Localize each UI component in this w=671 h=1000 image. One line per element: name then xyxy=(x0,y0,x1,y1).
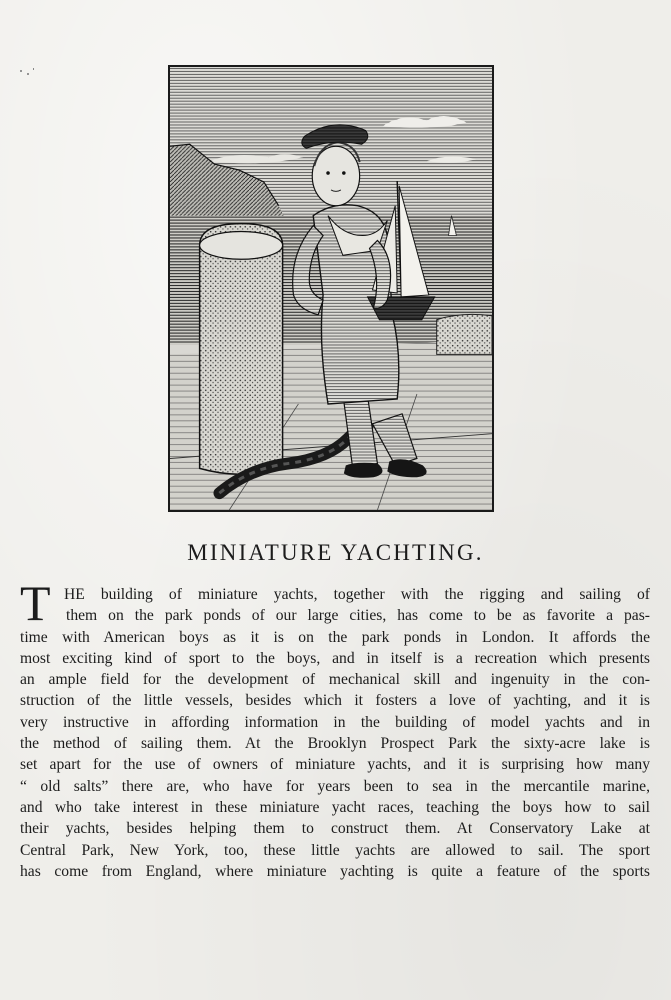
paragraph-line: and who take interest in these miniature yacht races, teaching the boys how to sail xyxy=(20,798,650,816)
paragraph-line: set apart for the use of owners of miniature yachts, and it is surprising how many xyxy=(20,756,650,774)
article-title: MINIATURE YACHTING. xyxy=(187,540,484,565)
paragraph-line: their yachts, besides helping them to construct them. At Conservatory Lake at xyxy=(20,820,650,838)
paragraph-line: them on the park ponds of our large cities, has come to be as favorite a pas- xyxy=(66,607,650,625)
paragraph-line: has come from England, where miniature yachting is quite a feature of the sports xyxy=(20,862,650,880)
drop-cap-letter: T xyxy=(20,575,51,631)
engraving-boy-with-toy-yacht xyxy=(168,65,494,512)
paragraph-line: most exciting kind of sport to the boys, and in itself is a recreation which presents xyxy=(20,649,650,667)
paragraph-line: struction of the little vessels, besides which it fosters a love of yachting, and it is xyxy=(20,692,650,710)
article-paragraph xyxy=(20,584,650,882)
paper-speck xyxy=(33,68,34,70)
paragraph-line: the method of sailing them. At the Brooklyn Prospect Park the sixty-acre lake is xyxy=(20,735,650,753)
paragraph-line: very instructive in affording information in the building of model yachts and in xyxy=(20,713,650,731)
paragraph-line: Central Park, New York, too, these little yachts are allowed to sail. The sport xyxy=(20,841,650,859)
paragraph-line: HE building of miniature yachts, together with the rigging and sailing of xyxy=(64,586,650,603)
paragraph-line: time with American boys as it is on the park ponds in London. It affords the xyxy=(20,628,650,646)
paragraph-line: “ old salts” there are, who have for years been to sea in the mercantile marine, xyxy=(20,777,650,795)
paper-speck xyxy=(27,73,29,75)
paper-speck xyxy=(20,70,22,72)
paragraph-line: an ample field for the development of mechanical skill and ingenuity in the con- xyxy=(20,671,650,689)
engraving-illustration xyxy=(170,67,492,510)
